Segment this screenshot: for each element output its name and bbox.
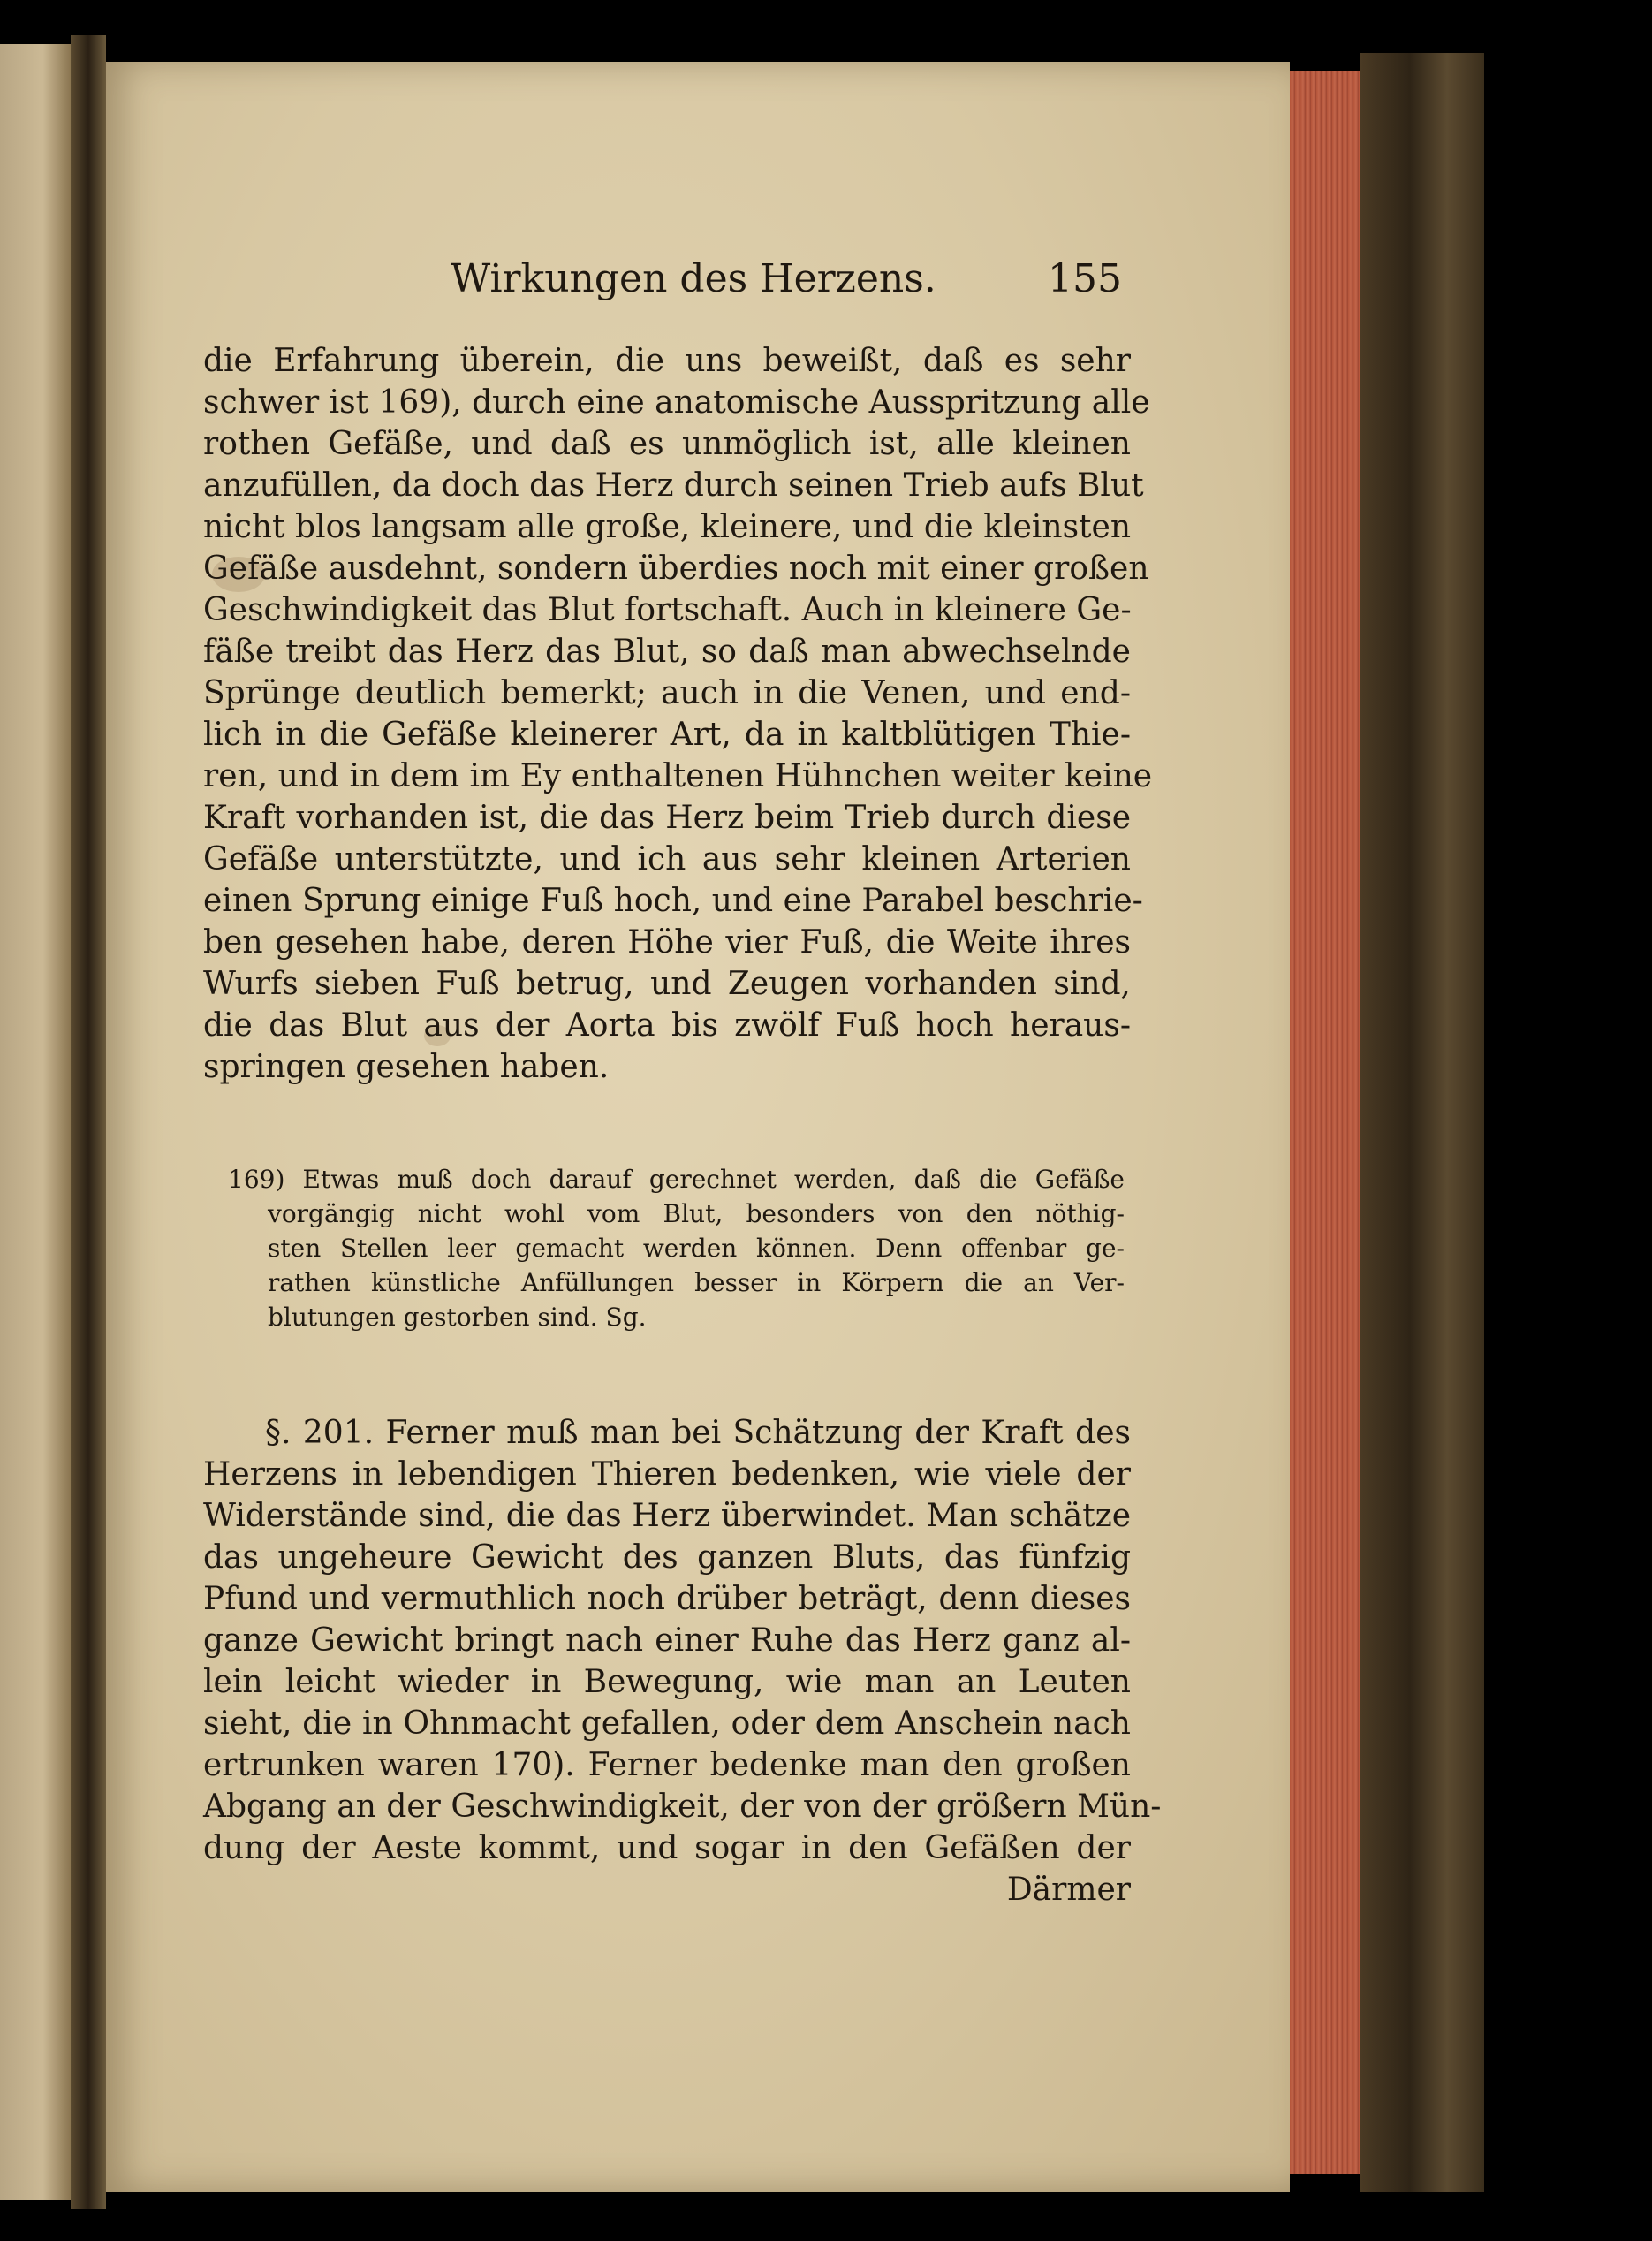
text-line: Herzens in lebendigen Thieren bedenken, wie viele der: [203, 1456, 1131, 1493]
footnote-line: 169) Etwas muß doch darauf gerechnet werden, daß die Gefäße: [228, 1165, 1125, 1194]
text-line: Wurfs sieben Fuß betrug, und Zeugen vorhanden sind,: [203, 966, 1131, 1002]
footnote-line: vorgängig nicht wohl vom Blut, besonders von den nöthig-: [268, 1199, 1125, 1228]
footnote-line: sten Stellen leer gemacht werden können. Denn offenbar ge-: [268, 1234, 1125, 1263]
catchword: Därmer: [1006, 1872, 1131, 1908]
text-line: Gefäße ausdehnt, sondern überdies noch mit einer großen: [203, 551, 1149, 587]
text-line: Pfund und vermuthlich noch drüber beträgt, denn dieses: [203, 1581, 1131, 1617]
facing-page-edge: [0, 44, 71, 2200]
text-line: Geschwindigkeit das Blut fortschaft. Auch in kleinere Ge-: [203, 592, 1132, 628]
text-line: ganze Gewicht bringt nach einer Ruhe das Herz ganz al-: [203, 1622, 1131, 1659]
text-line: fäße treibt das Herz das Blut, so daß man abwechselnde: [203, 634, 1131, 670]
footnote-line: blutungen gestorben sind. Sg.: [268, 1303, 647, 1332]
text-line: das ungeheure Gewicht des ganzen Bluts, das fünfzig: [203, 1539, 1131, 1576]
book-cover: [1360, 53, 1484, 2192]
text-line: ben gesehen habe, deren Höhe vier Fuß, die Weite ihres: [203, 924, 1131, 961]
text-line: Gefäße unterstützte, und ich aus sehr kleinen Arterien: [203, 841, 1131, 877]
text-line: Kraft vorhanden ist, die das Herz beim Trieb durch diese: [203, 800, 1131, 836]
text-line: anzufüllen, da doch das Herz durch seinen Trieb aufs Blut: [203, 467, 1144, 504]
text-line: ertrunken waren 170). Ferner bedenke man den großen: [203, 1747, 1131, 1783]
footnote: [228, 1162, 1125, 1334]
text-line: §. 201. Ferner muß man bei Schätzung der Kraft des: [265, 1415, 1131, 1451]
page-number: 155: [1048, 256, 1122, 301]
text-line: die Erfahrung überein, die uns beweißt, daß es sehr: [203, 343, 1131, 379]
text-line: lein leicht wieder in Bewegung, wie man an Leuten: [203, 1664, 1131, 1700]
book-gutter: [71, 35, 106, 2209]
text-line: nicht blos langsam alle große, kleinere, und die kleinsten: [203, 509, 1131, 545]
text-line: die das Blut aus der Aorta bis zwölf Fuß hoch heraus-: [203, 1007, 1131, 1044]
text-line: sieht, die in Ohnmacht gefallen, oder dem Anschein nach: [203, 1705, 1131, 1742]
running-title: Wirkungen des Herzens.: [451, 256, 936, 301]
text-line: Abgang an der Geschwindigkeit, der von der größern Mün-: [203, 1789, 1162, 1825]
text-line: rothen Gefäße, und daß es unmöglich ist, alle kleinen: [203, 426, 1131, 462]
text-line: schwer ist 169), durch eine anatomische Ausspritzung alle: [203, 384, 1150, 421]
page-edges: [1290, 71, 1360, 2174]
text-line: dung der Aeste kommt, und sogar in den Gefäßen der: [203, 1830, 1131, 1866]
text-line: Sprünge deutlich bemerkt; auch in die Venen, und end-: [203, 675, 1131, 711]
text-line: Widerstände sind, die das Herz überwindet. Man schätze: [203, 1498, 1131, 1534]
footnote-line: rathen künstliche Anfüllungen besser in Körpern die an Ver-: [268, 1268, 1125, 1297]
text-line: lich in die Gefäße kleinerer Art, da in kaltblütigen Thie-: [203, 717, 1131, 753]
main-text: [203, 340, 1153, 1088]
text-line: ren, und in dem im Ey enthaltenen Hühnchen weiter keine: [203, 758, 1153, 794]
text-line: springen gesehen haben.: [203, 1049, 610, 1085]
section-201: [203, 1412, 1162, 1911]
text-line: einen Sprung einige Fuß hoch, und eine Parabel beschrie-: [203, 883, 1143, 919]
running-header: [203, 256, 1122, 309]
